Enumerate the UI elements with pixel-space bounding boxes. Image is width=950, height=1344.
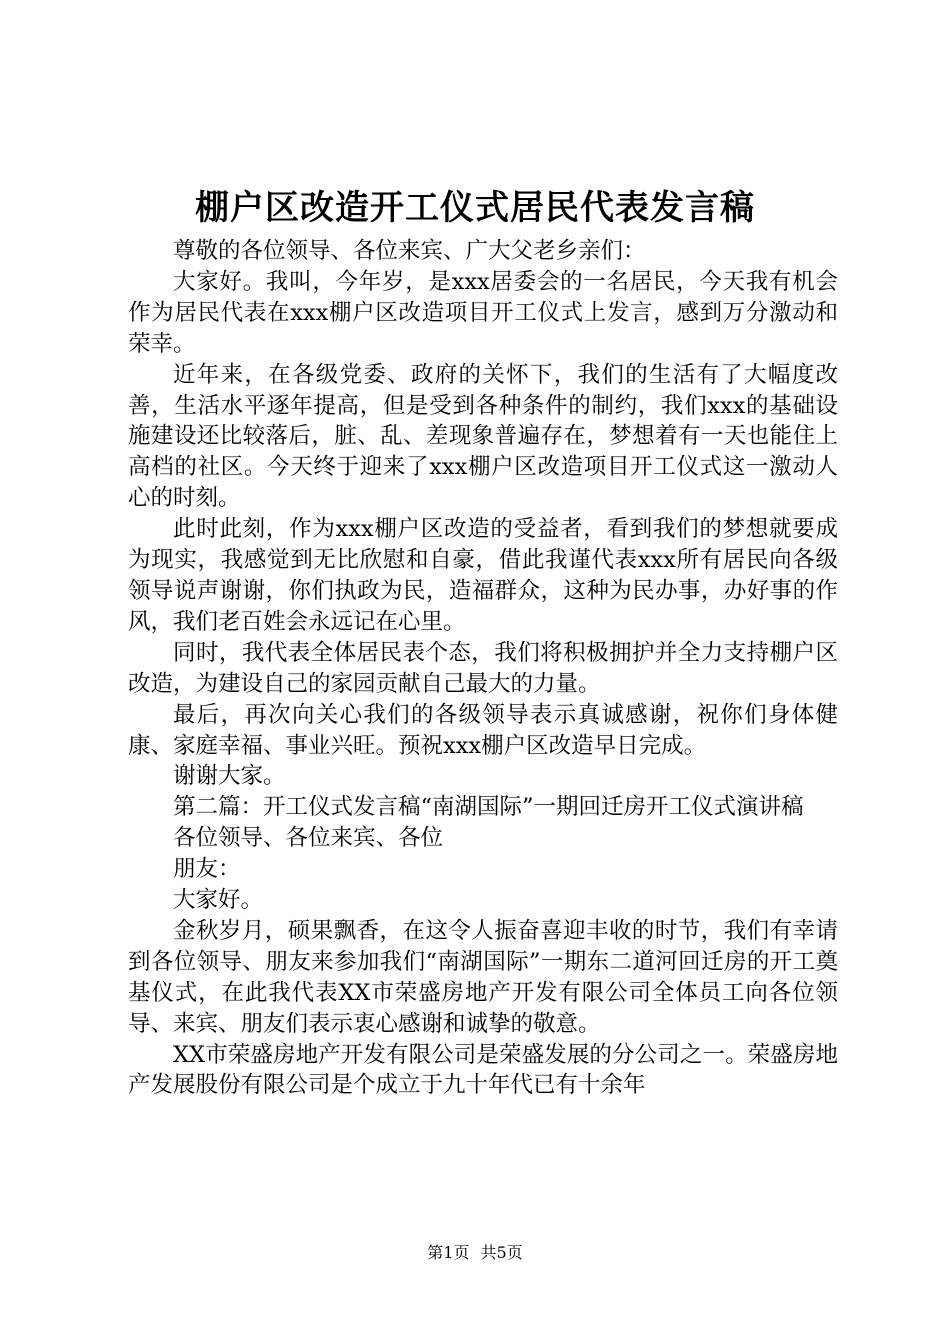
- greeting: 大家好。: [173, 887, 264, 914]
- page-total: 共5页: [480, 1243, 523, 1262]
- paragraph: 近年来，在各级党委、政府的关怀下，我们的生活有了大幅度改善，生活水平逐年提高，但是受到各种条件的制约，我们xxx的基础设施建设还比较落后，脏、乱、差现象普遍存在，梦想着有一天也能住上高档的社区。今天终于迎来了xxx棚户区改造项目开工仪式这一激动人心的时刻。: [128, 361, 838, 512]
- page-footer: [0, 1243, 950, 1263]
- page-number: 第1页: [427, 1243, 470, 1262]
- document-body: [128, 236, 838, 1101]
- paragraph: 最后，再次向关心我们的各级领导表示真诚感谢，祝你们身体健康、家庭幸福、事业兴旺。预祝xxx棚户区改造早日完成。: [128, 701, 838, 759]
- paragraph: 大家好。我叫，今年岁，是xxx居委会的一名居民，今天我有机会作为居民代表在xxx棚户区改造项目开工仪式上发言，感到万分激动和荣幸。: [128, 268, 838, 357]
- salutation: 各位领导、各位来宾、各位: [173, 825, 444, 852]
- paragraph: 金秋岁月，硕果飘香，在这令人振奋喜迎丰收的时节，我们有幸请到各位领导、朋友来参加我们“南湖国际”一期东二道河回迁房的开工奠基仪式，在此我代表XX市荣盛房地产开发有限公司全体员工向各位领导、来宾、朋友们表示衷心感谢和诚挚的敬意。: [128, 917, 838, 1037]
- document-title: 棚户区改造开工仪式居民代表发言稿: [195, 188, 755, 228]
- salutation: 尊敬的各位领导、各位来宾、广大父老乡亲们：: [173, 238, 646, 264]
- section-heading: 第二篇：开工仪式发言稿“南湖国际”一期回迁房开工仪式演讲稿: [173, 794, 804, 821]
- closing-thanks: 谢谢大家。: [173, 763, 286, 790]
- paragraph: 同时，我代表全体居民表个态，我们将积极拥护并全力支持棚户区改造，为建设自己的家园贡献自己最大的力量。: [128, 639, 838, 697]
- salutation: 朋友：: [173, 856, 241, 883]
- paragraph: 此时此刻，作为xxx棚户区改造的受益者，看到我们的梦想就要成为现实，我感觉到无比欣慰和自豪，借此我谨代表xxx所有居民向各级领导说声谢谢，你们执政为民，造福群众，这种为民办事，办好事的作风，我们老百姓会永远记在心里。: [128, 516, 838, 635]
- paragraph: XX市荣盛房地产开发有限公司是荣盛发展的分公司之一。荣盛房地产发展股份有限公司是个成立于九十年代已有十余年: [128, 1041, 838, 1099]
